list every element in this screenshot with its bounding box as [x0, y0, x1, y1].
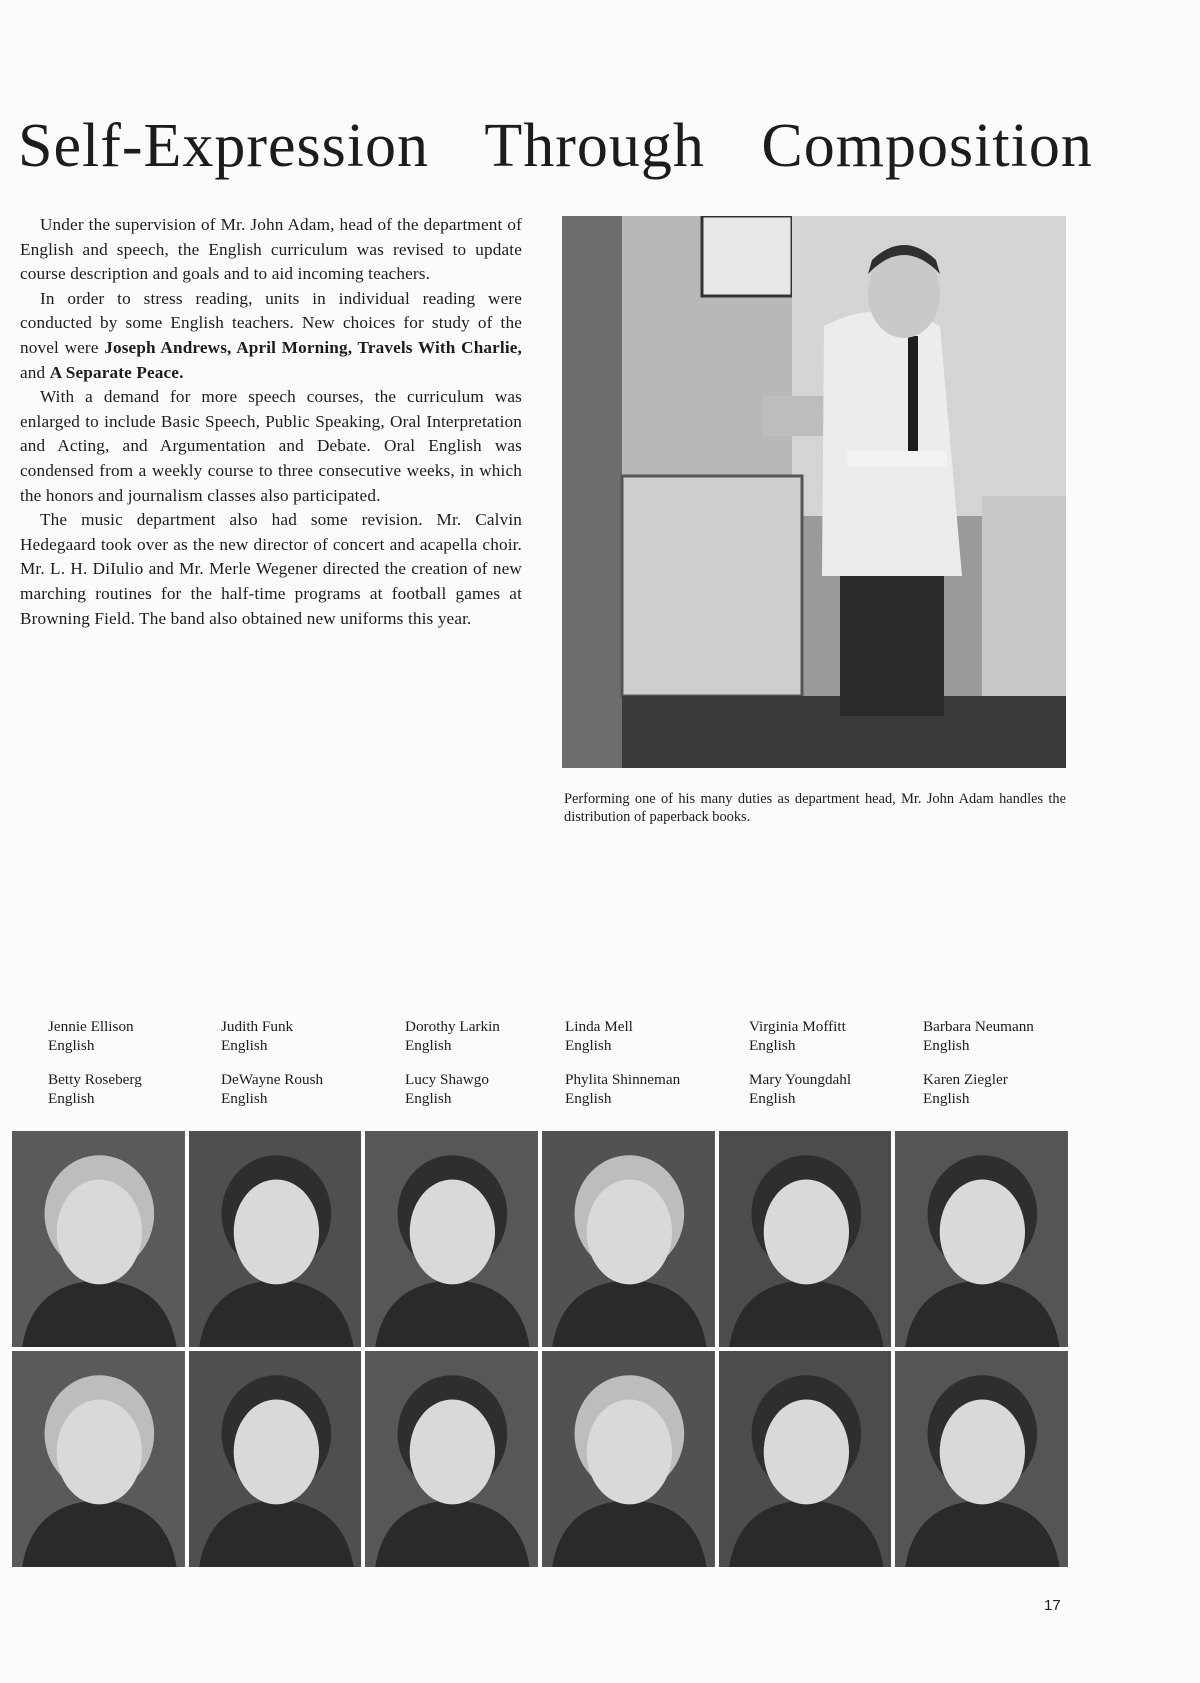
staff-name: Lucy Shawgo	[405, 1071, 489, 1088]
article-body	[20, 213, 522, 631]
staff-name: Linda Mell	[565, 1018, 633, 1035]
staff-name-cell	[48, 1018, 221, 1055]
article-text-run: and	[20, 362, 50, 382]
staff-portrait	[542, 1351, 715, 1567]
staff-portrait	[719, 1351, 892, 1567]
staff-portrait	[12, 1131, 185, 1347]
staff-name: Betty Roseberg	[48, 1071, 142, 1088]
article-text-run: With a demand for more speech courses, the curriculum was enlarged to include Basic Speech, Public Speaking, Oral Interpretation and Acting, and Argumentation and Debate. Oral English was condensed from a weekly course to three consecutive weeks, in which the honors and journalism classes also participated.	[20, 387, 522, 505]
article-text-run: The music department also had some revision. Mr. Calvin Hedegaard took over as the new director of concert and acapella choir. Mr. L. H. DiIulio and Mr. Merle Wegener directed the creation of new marching routines for the half-time programs at football games at Browning Field. The band also obtained new uniforms this year.	[20, 510, 522, 628]
staff-name-cell	[221, 1071, 405, 1108]
page-number: 17	[1044, 1597, 1061, 1614]
department-head-photo	[562, 216, 1066, 768]
staff-name-cell	[565, 1018, 749, 1055]
article-paragraph-4	[20, 508, 522, 631]
staff-portrait	[12, 1351, 185, 1567]
staff-dept: English	[749, 1089, 796, 1107]
staff-portrait	[542, 1131, 715, 1347]
photo-caption: Performing one of his many duties as department head, Mr. John Adam handles the distribution of paperback books.	[564, 791, 1066, 825]
staff-name: Dorothy Larkin	[405, 1018, 500, 1035]
staff-name: DeWayne Roush	[221, 1071, 324, 1088]
staff-name: Barbara Neumann	[923, 1018, 1034, 1035]
novel-title: Joseph Andrews, April Morning, Travels With Charlie,	[104, 337, 523, 357]
staff-dept: English	[749, 1036, 796, 1054]
staff-name-cell	[749, 1018, 923, 1055]
staff-dept: English	[565, 1036, 612, 1054]
article-text-run: Under the supervision of Mr. John Adam, head of the department of English and speech, the English curriculum was revised to update course description and goals and to aid incoming teachers.	[20, 215, 522, 284]
staff-dept: English	[221, 1089, 268, 1107]
article-paragraph-1	[20, 213, 522, 287]
staff-name-cell	[48, 1071, 221, 1108]
staff-name: Mary Youngdahl	[749, 1071, 852, 1088]
article-paragraph-2	[20, 287, 522, 385]
staff-dept: English	[405, 1036, 452, 1054]
staff-portrait	[895, 1131, 1068, 1347]
staff-portrait	[719, 1131, 892, 1347]
article-text-run: In order to stress reading, units in individual reading were conducted by some English teachers. New choices for study of the novel were	[20, 288, 522, 357]
staff-name: Phylita Shinneman	[565, 1071, 681, 1088]
novel-title: A Separate Peace.	[49, 362, 184, 382]
staff-name-list	[48, 1018, 1088, 1108]
staff-name: Jennie Ellison	[48, 1018, 134, 1035]
staff-dept: English	[48, 1036, 95, 1054]
staff-portrait-grid	[12, 1131, 1068, 1567]
staff-name: Virginia Moffitt	[749, 1018, 846, 1035]
staff-dept: English	[923, 1036, 970, 1054]
staff-dept: English	[48, 1089, 95, 1107]
staff-dept: English	[405, 1089, 452, 1107]
staff-name: Judith Funk	[221, 1018, 294, 1035]
staff-name-cell	[565, 1071, 749, 1108]
staff-name-cell	[923, 1018, 1088, 1055]
staff-name-cell	[923, 1071, 1088, 1108]
staff-name-cell	[405, 1018, 565, 1055]
staff-name-cell	[405, 1071, 565, 1108]
article-paragraph-3	[20, 385, 522, 508]
staff-name: Karen Ziegler	[923, 1071, 1008, 1088]
staff-portrait	[365, 1131, 538, 1347]
staff-name-cell	[221, 1018, 405, 1055]
staff-name-cell	[749, 1071, 923, 1108]
staff-portrait	[189, 1131, 362, 1347]
staff-dept: English	[565, 1089, 612, 1107]
staff-portrait	[189, 1351, 362, 1567]
page-title: Self-Expression Through Composition	[18, 112, 1093, 180]
staff-dept: English	[923, 1089, 970, 1107]
staff-portrait	[895, 1351, 1068, 1567]
staff-dept: English	[221, 1036, 268, 1054]
staff-portrait	[365, 1351, 538, 1567]
